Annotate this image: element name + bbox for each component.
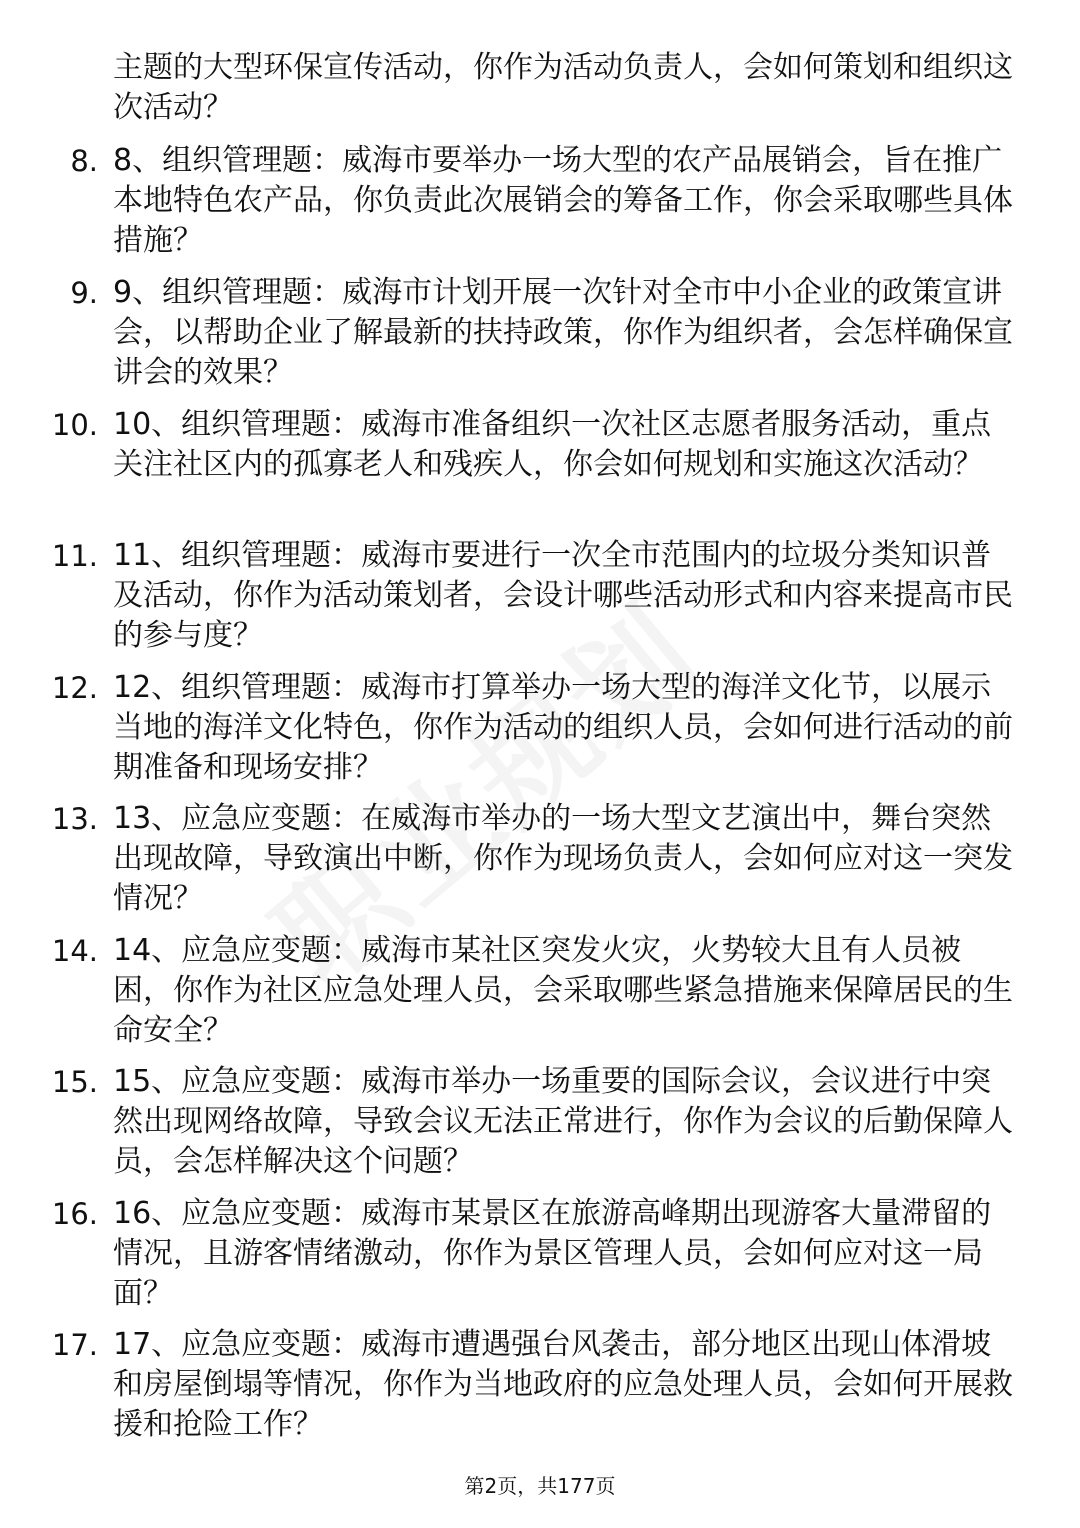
lead-text: 主题的大型环保宣传活动，你作为活动负责人，会如何策划和组织这次活动？ bbox=[113, 50, 1013, 125]
question-text: 14、应急应变题：威海市某社区突发火灾，火势较大且有人员被困，你作为社区应急处理人员，会采取哪些紧急措施来保障居民的生命安全？ bbox=[113, 933, 1013, 1048]
question-text: 12、组织管理题：威海市打算举办一场大型的海洋文化节，以展示当地的海洋文化特色，你作为活动的组织人员，会如何进行活动的前期准备和现场安排？ bbox=[113, 670, 1013, 785]
question-text: 9、组织管理题：威海市计划开展一次针对全市中小企业的政策宣讲会，以帮助企业了解最新的扶持政策，你作为组织者，会怎样确保宣讲会的效果？ bbox=[113, 275, 1013, 390]
list-number: 16. bbox=[51, 1197, 98, 1231]
list-number: 13. bbox=[51, 802, 98, 836]
question-text: 16、应急应变题：威海市某景区在旅游高峰期出现游客大量滞留的情况，且游客情绪激动，你作为景区管理人员，会如何应对这一局面？ bbox=[113, 1196, 992, 1311]
list-number: 9. bbox=[70, 276, 98, 310]
list-number: 10. bbox=[51, 408, 98, 442]
list-number: 15. bbox=[51, 1065, 98, 1099]
question-text: 17、应急应变题：威海市遭遇强台风袭击，部分地区出现山体滑坡和房屋倒塌等情况，你作为当地政府的应急处理人员，会如何开展救援和抢险工作？ bbox=[113, 1327, 1013, 1442]
list-number: 12. bbox=[51, 671, 98, 705]
question-text: 10、组织管理题：威海市准备组织一次社区志愿者服务活动，重点关注社区内的孤寡老人和残疾人，你会如何规划和实施这次活动？ bbox=[113, 407, 992, 482]
list-number: 14. bbox=[51, 934, 98, 968]
page-footer: 第2页，共177页 bbox=[464, 1474, 616, 1498]
list-number: 8. bbox=[70, 144, 98, 178]
list-number: 17. bbox=[51, 1328, 98, 1362]
question-text: 11、组织管理题：威海市要进行一次全市范围内的垃圾分类知识普及活动，你作为活动策划者，会设计哪些活动形式和内容来提高市民的参与度？ bbox=[113, 538, 1013, 653]
question-text: 8、组织管理题：威海市要举办一场大型的农产品展销会，旨在推广本地特色农产品，你负责此次展销会的筹备工作，你会采取哪些具体措施？ bbox=[113, 143, 1013, 258]
question-text: 13、应急应变题：在威海市举办的一场大型文艺演出中，舞台突然出现故障，导致演出中断，你作为现场负责人，会如何应对这一突发情况？ bbox=[113, 801, 1013, 916]
question-text: 15、应急应变题：威海市举办一场重要的国际会议，会议进行中突然出现网络故障，导致会议无法正常进行，你作为会议的后勤保障人员，会怎样解决这个问题？ bbox=[113, 1064, 1013, 1179]
list-number: 11. bbox=[51, 539, 98, 573]
